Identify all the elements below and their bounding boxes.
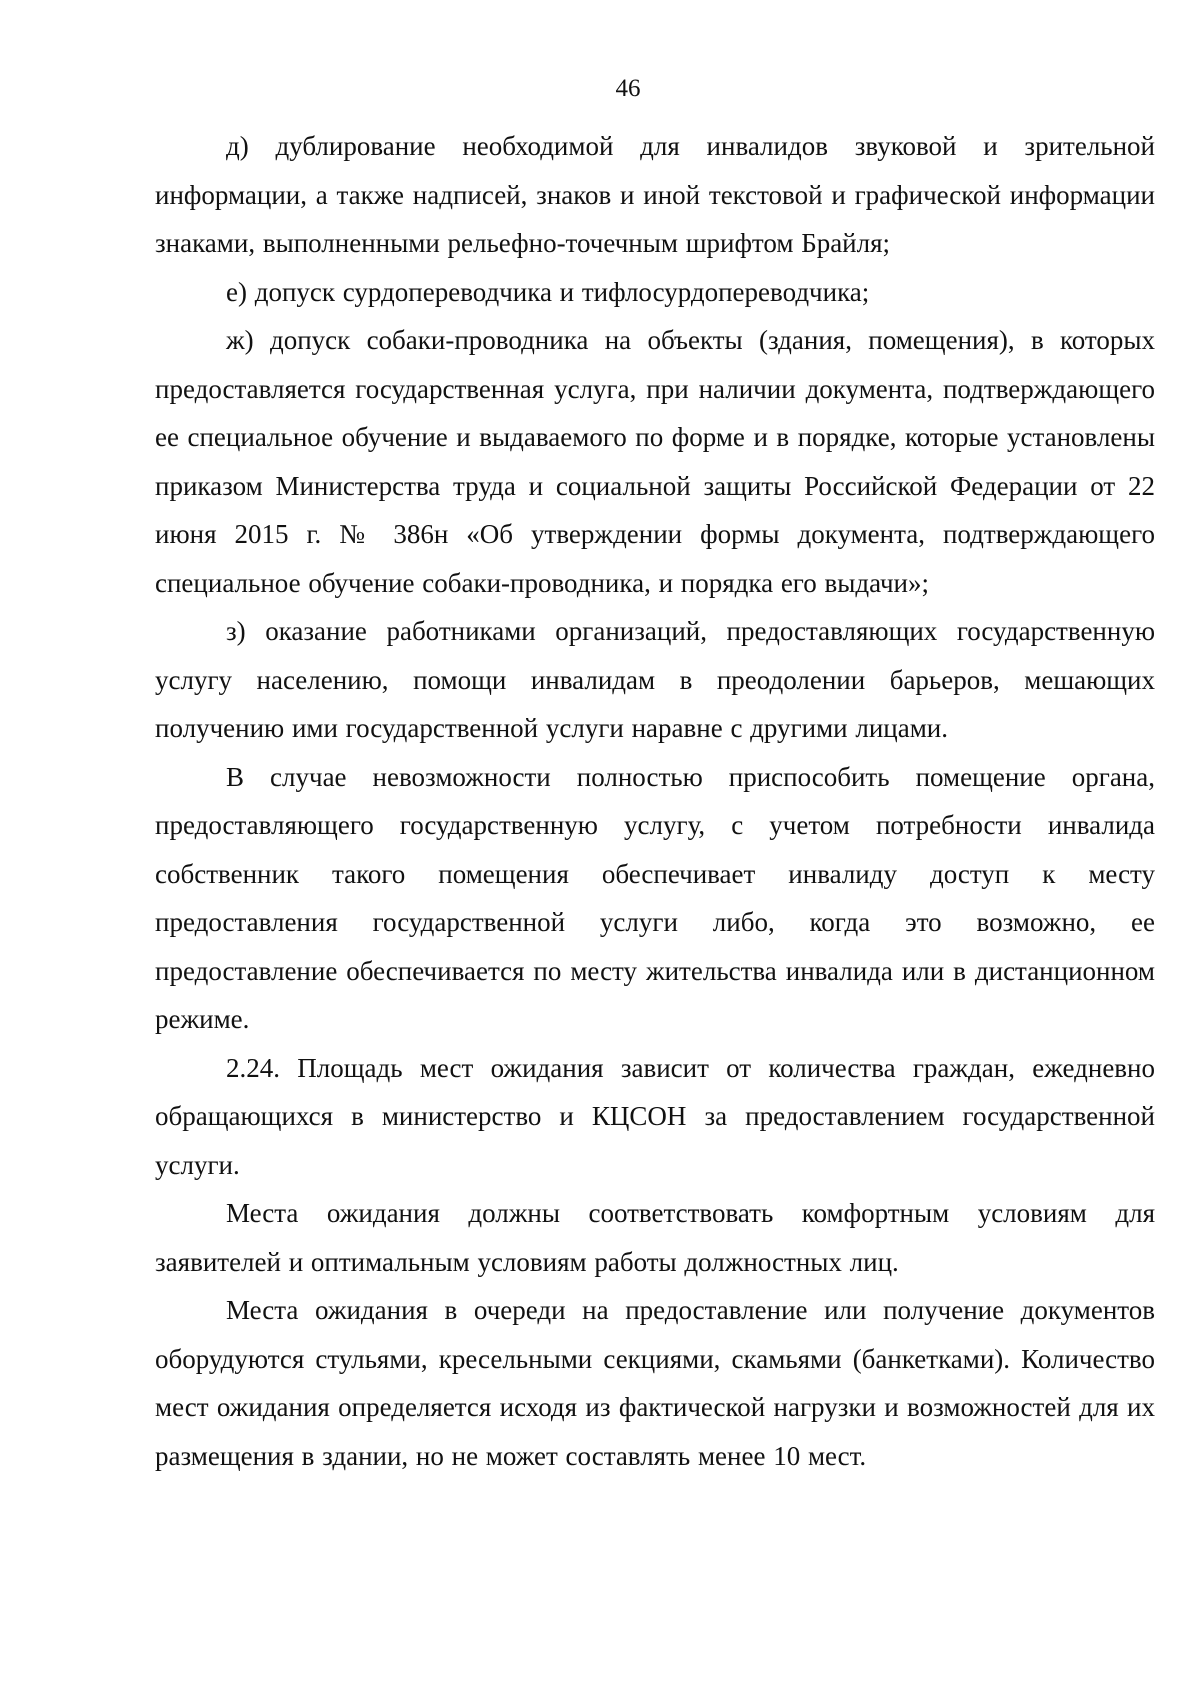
paragraph-item-zh: ж) допуск собаки-проводника на объекты (здания, помещения), в которых предоставляется государственная услуга, при наличии документа, подтверждающего ее специальное обучение и выдаваемого по форме и в порядке, которые установлены приказом Министерства труда и социальной защиты Российской Федерации от 22 июня 2015 г. № 386н «Об утверждении формы документа, подтверждающего специальное обучение собаки-проводника, и порядка его выдачи»; [155,325,1155,598]
paragraph-waiting-comfort: Места ожидания должны соответствовать комфортным условиям для заявителей и оптимальным условиям работы должностных лиц. [155,1198,1155,1277]
document-body [155,122,1155,1480]
paragraph-item-e: е) допуск сурдопереводчика и тифлосурдопереводчика; [226,276,870,307]
page-number: 46 [615,75,641,102]
paragraph-accessibility-case: В случае невозможности полностью приспособить помещение органа, предоставляющего государственную услугу, с учетом потребности инвалида собственник такого помещения обеспечивает инвалиду доступ к месту предоставления государственной услуги либо, когда это возможно, ее предоставление обеспечивается по месту жительства инвалида или в дистанционном режиме. [155,761,1155,1034]
paragraph-waiting-seating: Места ожидания в очереди на предоставление или получение документов оборудуются стульями, кресельными секциями, скамьями (банкетками). Количество мест ожидания определяется исходя из фактической нагрузки и возможностей для их размещения в здании, но не может составлять менее 10 мест. [155,1295,1155,1471]
paragraph-item-d: д) дублирование необходимой для инвалидов звуковой и зрительной информации, а также надписей, знаков и иной текстовой и графической информации знаками, выполненными рельефно-точечным шрифтом Брайля; [155,131,1155,258]
paragraph-section-2-24: 2.24. Площадь мест ожидания зависит от количества граждан, ежедневно обращающихся в министерство и КЦСОН за предоставлением государственной услуги. [155,1052,1155,1180]
paragraph-item-z: з) оказание работниками организаций, предоставляющих государственную услугу населению, помощи инвалидам в преодолении барьеров, мешающих получению ими государственной услуги наравне с другими лицами. [155,616,1155,743]
